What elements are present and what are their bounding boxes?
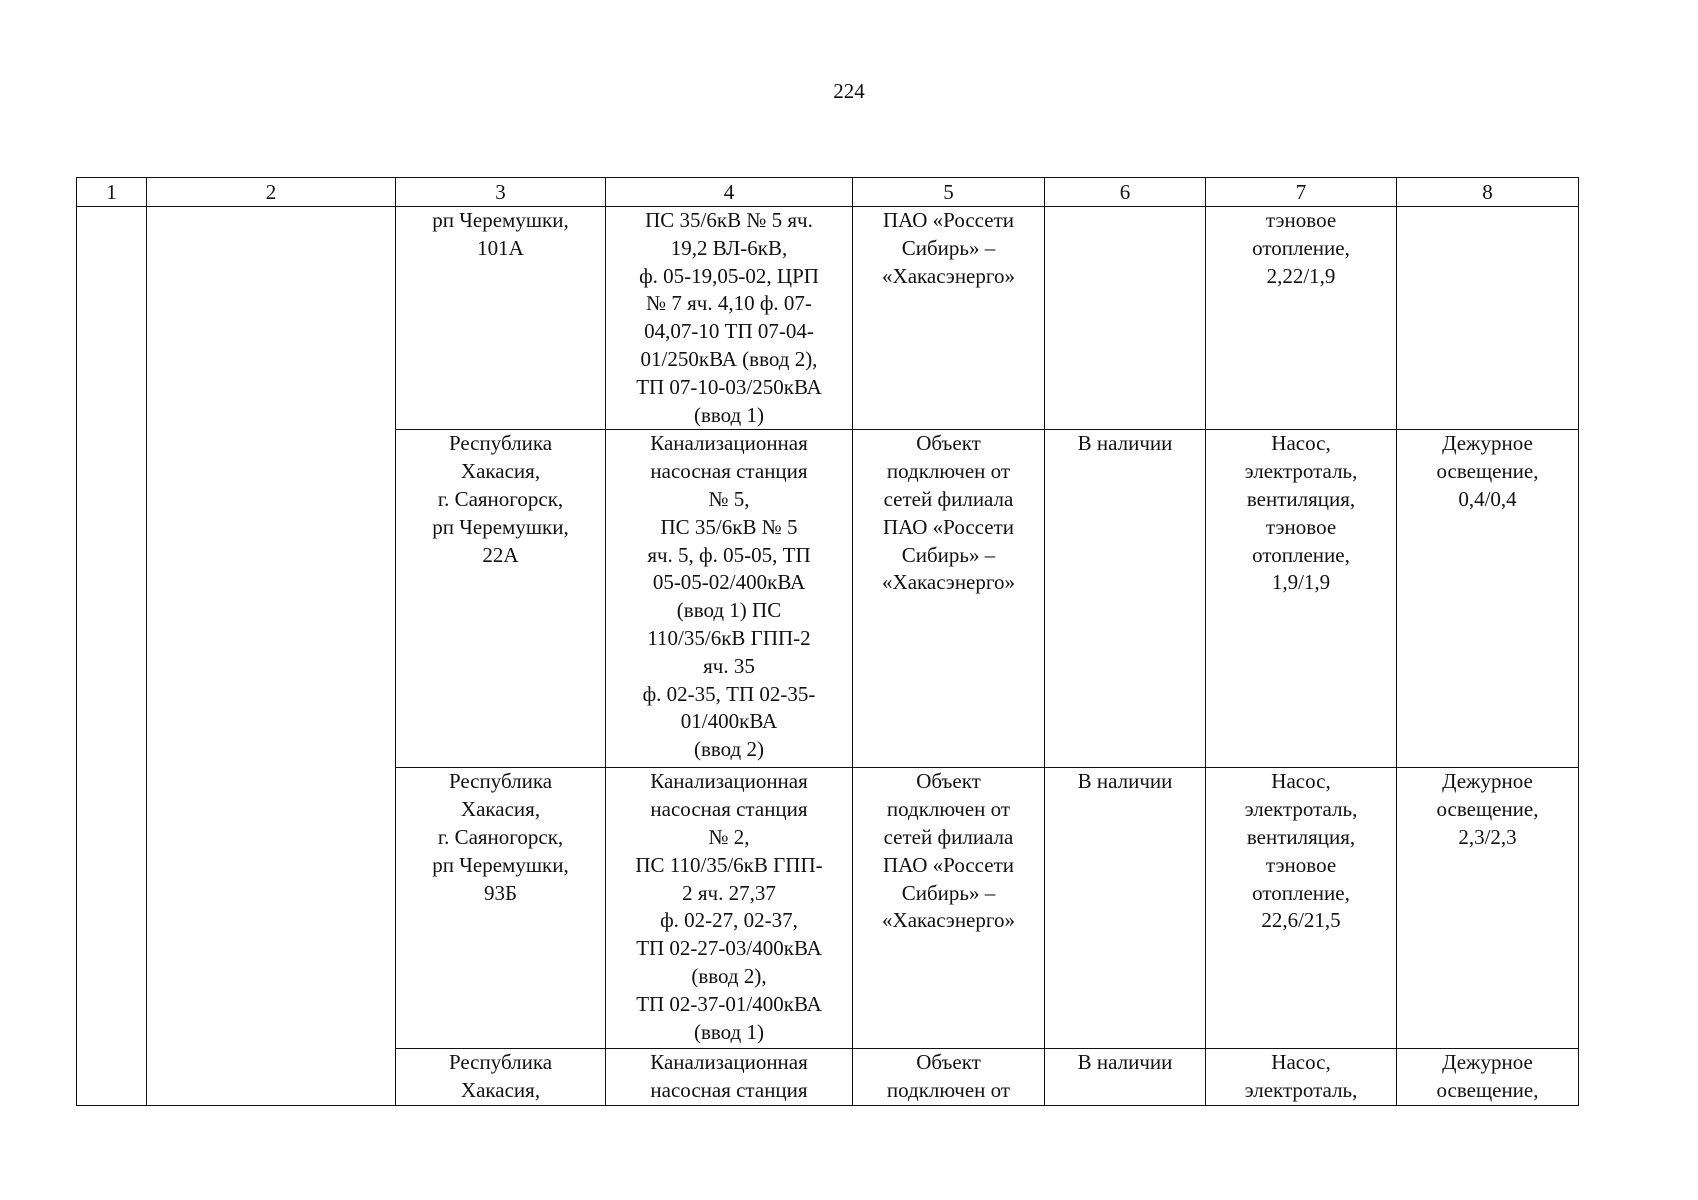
table-cell-availability: В наличии [1045, 768, 1206, 1049]
table-cell-equipment: Насос, электроталь, [1206, 1049, 1397, 1106]
column-header: 6 [1045, 178, 1206, 207]
table-cell-availability: В наличии [1045, 430, 1206, 768]
table-cell-connection: Объект подключен от [853, 1049, 1045, 1106]
table-cell-name [147, 207, 396, 1106]
table-cell-number [77, 207, 147, 1106]
table-cell-lighting: Дежурное освещение, [1397, 1049, 1579, 1106]
table-cell-object: Канализационная насосная станция № 5, ПС 35/6кВ № 5 яч. 5, ф. 05-05, ТП 05-05-02/400кВА (ввод 1) ПС 110/35/6кВ ГПП-2 яч. 35 ф. 02-35, ТП 02-35- 01/400кВА (ввод 2) [606, 430, 853, 768]
table-header-row [77, 178, 1579, 207]
table-cell-address: Республика Хакасия, г. Саяногорск, рп Черемушки, 22А [396, 430, 606, 768]
column-header: 3 [396, 178, 606, 207]
column-header: 8 [1397, 178, 1579, 207]
table-cell-address: Республика Хакасия, [396, 1049, 606, 1106]
table-cell-lighting [1397, 207, 1579, 430]
column-header: 4 [606, 178, 853, 207]
column-header: 1 [77, 178, 147, 207]
table-cell-equipment: Насос, электроталь, вентиляция, тэновое отопление, 22,6/21,5 [1206, 768, 1397, 1049]
column-header: 2 [147, 178, 396, 207]
column-header: 5 [853, 178, 1045, 207]
table-cell-object: Канализационная насосная станция [606, 1049, 853, 1106]
table-cell-lighting: Дежурное освещение, 0,4/0,4 [1397, 430, 1579, 768]
table-cell-connection: Объект подключен от сетей филиала ПАО «Россети Сибирь» – «Хакасэнерго» [853, 768, 1045, 1049]
table-cell-object: Канализационная насосная станция № 2, ПС 110/35/6кВ ГПП- 2 яч. 27,37 ф. 02-27, 02-37, ТП 02-27-03/400кВА (ввод 2), ТП 02-37-01/400кВА (ввод 1) [606, 768, 853, 1049]
table-cell-availability [1045, 207, 1206, 430]
table-cell-availability: В наличии [1045, 1049, 1206, 1106]
table-cell-address: рп Черемушки, 101А [396, 207, 606, 430]
table-cell-connection: ПАО «Россети Сибирь» – «Хакасэнерго» [853, 207, 1045, 430]
page-number: 224 [833, 79, 865, 103]
table-cell-connection: Объект подключен от сетей филиала ПАО «Россети Сибирь» – «Хакасэнерго» [853, 430, 1045, 768]
table-row [77, 207, 1579, 430]
table-cell-equipment: Насос, электроталь, вентиляция, тэновое отопление, 1,9/1,9 [1206, 430, 1397, 768]
column-header: 7 [1206, 178, 1397, 207]
table-cell-lighting: Дежурное освещение, 2,3/2,3 [1397, 768, 1579, 1049]
table-cell-equipment: тэновое отопление, 2,22/1,9 [1206, 207, 1397, 430]
data-table [76, 177, 1579, 1106]
table-cell-object: ПС 35/6кВ № 5 яч. 19,2 ВЛ-6кВ, ф. 05-19,05-02, ЦРП № 7 яч. 4,10 ф. 07- 04,07-10 ТП 07-04- 01/250кВА (ввод 2), ТП 07-10-03/250кВА (ввод 1) [606, 207, 853, 430]
table-cell-address: Республика Хакасия, г. Саяногорск, рп Черемушки, 93Б [396, 768, 606, 1049]
